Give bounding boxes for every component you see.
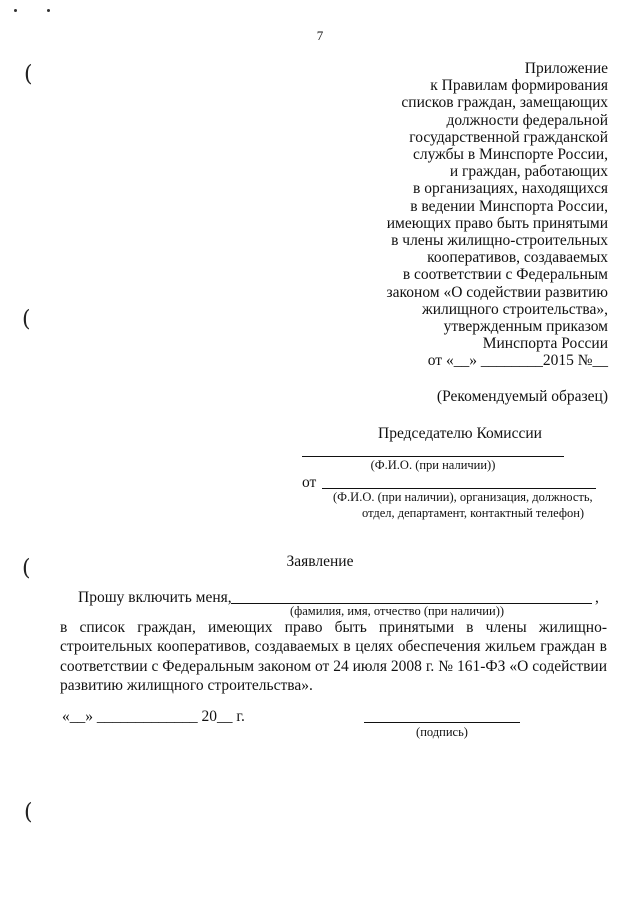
applicant-name-caption: (фамилия, имя, отчество (при наличии)) — [290, 604, 505, 618]
signature-caption: (подпись) — [416, 725, 468, 739]
appendix-line: службы в Минспорте России, — [413, 146, 608, 164]
page-number: 7 — [316, 28, 324, 43]
request-lead: Прошу включить меня, — [78, 589, 232, 606]
chairman-name-caption: (Ф.И.О. (при наличии)) — [370, 458, 496, 472]
appendix-line: жилищного строительства», — [422, 300, 608, 318]
appendix-line: списков граждан, замещающих — [401, 94, 608, 112]
margin-mark: ( — [22, 556, 31, 581]
signature-line — [364, 722, 520, 723]
request-line: в список граждан, имеющих право быть принятыми в члены жилищно- — [60, 619, 607, 636]
recommended-sample-note: (Рекомендуемый образец) — [436, 388, 608, 405]
scan-speck — [47, 9, 50, 12]
chairman-name-line — [302, 456, 564, 457]
appendix-line: в соответствии с Федеральным — [402, 266, 608, 284]
from-label: от — [302, 474, 317, 491]
appendix-line: в ведении Минспорта России, — [410, 197, 608, 215]
appendix-line: государственной гражданской — [409, 128, 608, 146]
appendix-line: утвержденным приказом — [443, 318, 608, 336]
appendix-line: от «__» ________2015 №__ — [427, 352, 608, 370]
appendix-line: законом «О содействии развитию — [386, 283, 608, 301]
request-line: строительных кооперативов, создаваемых в целях обеспечения жильем граждан в — [60, 638, 607, 656]
scan-speck — [14, 9, 17, 12]
appendix-line: имеющих право быть принятыми — [386, 214, 608, 232]
applicant-info-line — [322, 488, 596, 489]
appendix-header — [387, 60, 608, 370]
margin-mark: ( — [24, 62, 33, 87]
date-line: «__» _____________ 20__ г. — [62, 708, 245, 725]
request-body — [60, 618, 607, 696]
addressee-chairman: Председателю Комиссии — [378, 425, 542, 442]
appendix-line: в члены жилищно-строительных — [391, 232, 608, 250]
document-title: Заявление — [286, 553, 354, 570]
appendix-line: и граждан, работающих — [449, 163, 608, 181]
appendix-line: Минспорта России — [482, 335, 608, 353]
request-trail: , — [595, 589, 599, 606]
applicant-info-caption-1: (Ф.И.О. (при наличии), организация, должность, — [333, 490, 593, 504]
margin-mark: ( — [24, 800, 33, 825]
appendix-line: должности федеральной — [446, 111, 608, 129]
margin-mark: ( — [22, 307, 31, 332]
appendix-line: Приложение — [524, 60, 608, 77]
request-line: развитию жилищного строительства». — [60, 677, 313, 695]
applicant-info-caption-2: отдел, департамент, контактный телефон) — [362, 506, 585, 520]
appendix-line: в организациях, находящихся — [413, 180, 608, 198]
appendix-line: к Правилам формирования — [430, 77, 608, 95]
appendix-line: кооперативов, создаваемых — [427, 249, 608, 267]
request-line: соответствии с Федеральным законом от 24 июля 2008 г. № 161-ФЗ «О содействии — [60, 657, 607, 675]
